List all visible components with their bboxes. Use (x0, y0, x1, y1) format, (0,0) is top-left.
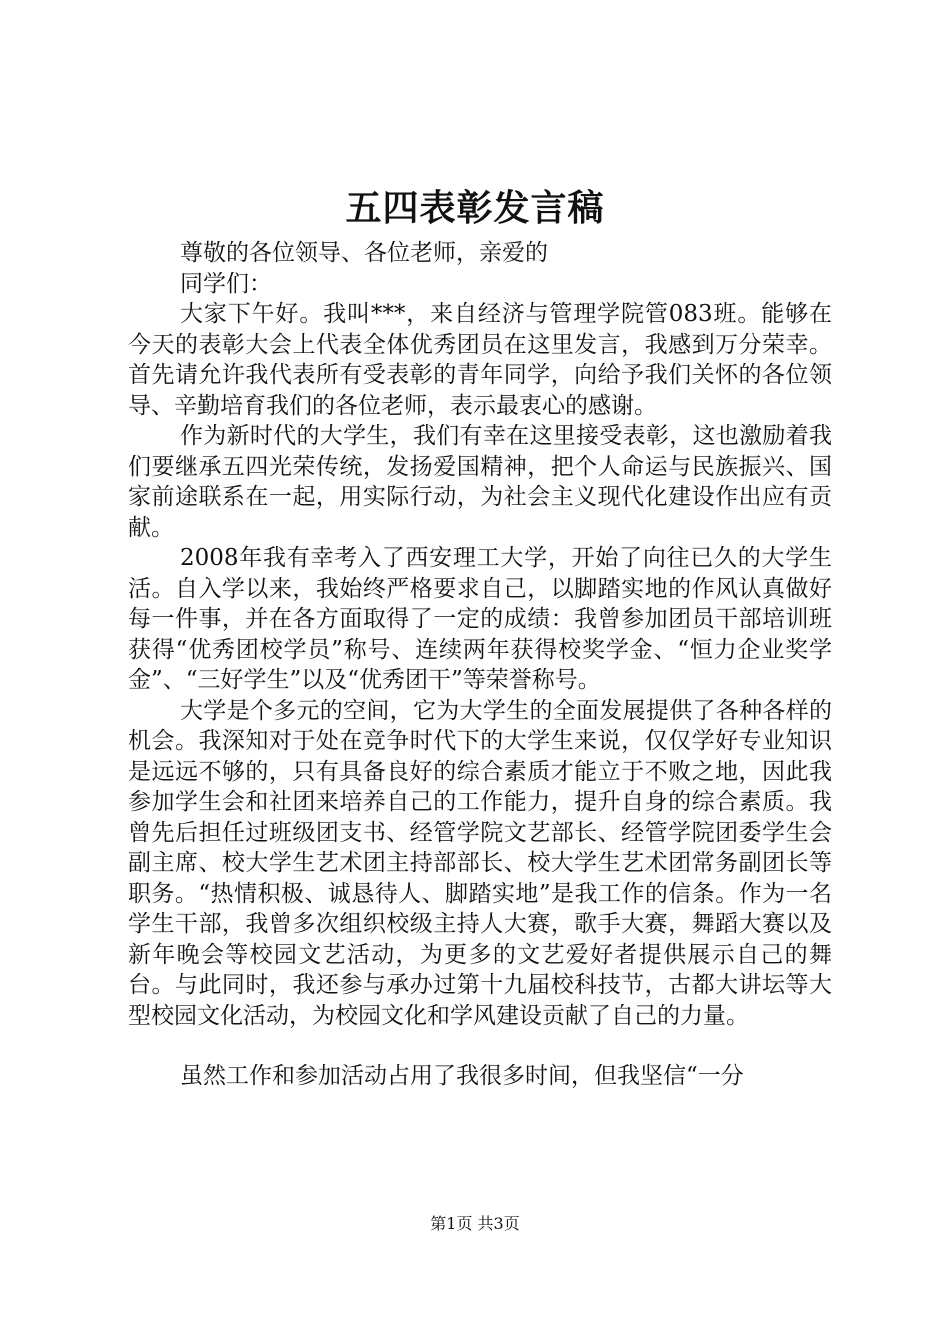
paragraph: 虽然工作和参加活动占用了我很多时间，但我坚信“一分 (180, 1063, 744, 1089)
page-footer: 第1页 共3页 (430, 1214, 520, 1233)
salutation-line-1: 尊敬的各位领导、各位老师，亲爱的 (180, 240, 548, 266)
paragraph: 作为新时代的大学生，我们有幸在这里接受表彰，这也激励着我们要继承五四光荣传统，发扬爱国精神，把个人命运与民族振兴、国家前途联系在一起，用实际行动，为社会主义现代化建设作出应有贡献。 (128, 423, 832, 541)
salutation-line-2: 同学们： (180, 270, 272, 297)
paragraph: 大家下午好。我叫***，来自经济与管理学院管083班。能够在今天的表彰大会上代表全体优秀团员在这里发言，我感到万分荣幸。首先请允许我代表所有受表彰的青年同学，向给予我们关怀的各位领导、辛勤培育我们的各位老师，表示最衷心的感谢。 (128, 301, 832, 419)
document-title: 五四表彰发言稿 (345, 187, 605, 229)
paragraph: 2008年我有幸考入了西安理工大学，开始了向往已久的大学生活。自入学以来，我始终严格要求自己，以脚踏实地的作风认真做好每一件事，并在各方面取得了一定的成绩：我曾参加团员干部培训班获得“优秀团校学员”称号、连续两年获得校奖学金、“恒力企业奖学金”、“三好学生”以及“优秀团干”等荣誉称号。 (128, 545, 832, 693)
paragraph: 大学是个多元的空间，它为大学生的全面发展提供了各种各样的机会。我深知对于处在竞争时代下的大学生来说，仅仅学好专业知识是远远不够的，只有具备良好的综合素质才能立于不败之地，因此我参加学生会和社团来培养自己的工作能力，提升自身的综合素质。我曾先后担任过班级团支书、经管学院文艺部长、经管学院团委学生会副主席、校大学生艺术团主持部部长、校大学生艺术团常务副团长等职务。“热情积极、诚恳待人、脚踏实地”是我工作的信条。作为一名学生干部，我曾多次组织校级主持人大赛，歌手大赛，舞蹈大赛以及新年晚会等校园文艺活动，为更多的文艺爱好者提供展示自己的舞台。与此同时，我还参与承办过第十九届校科技节，古都大讲坛等大型校园文化活动，为校园文化和学风建设贡献了自己的力量。 (128, 697, 832, 1029)
document-body (128, 299, 832, 1092)
salutation (128, 238, 832, 299)
